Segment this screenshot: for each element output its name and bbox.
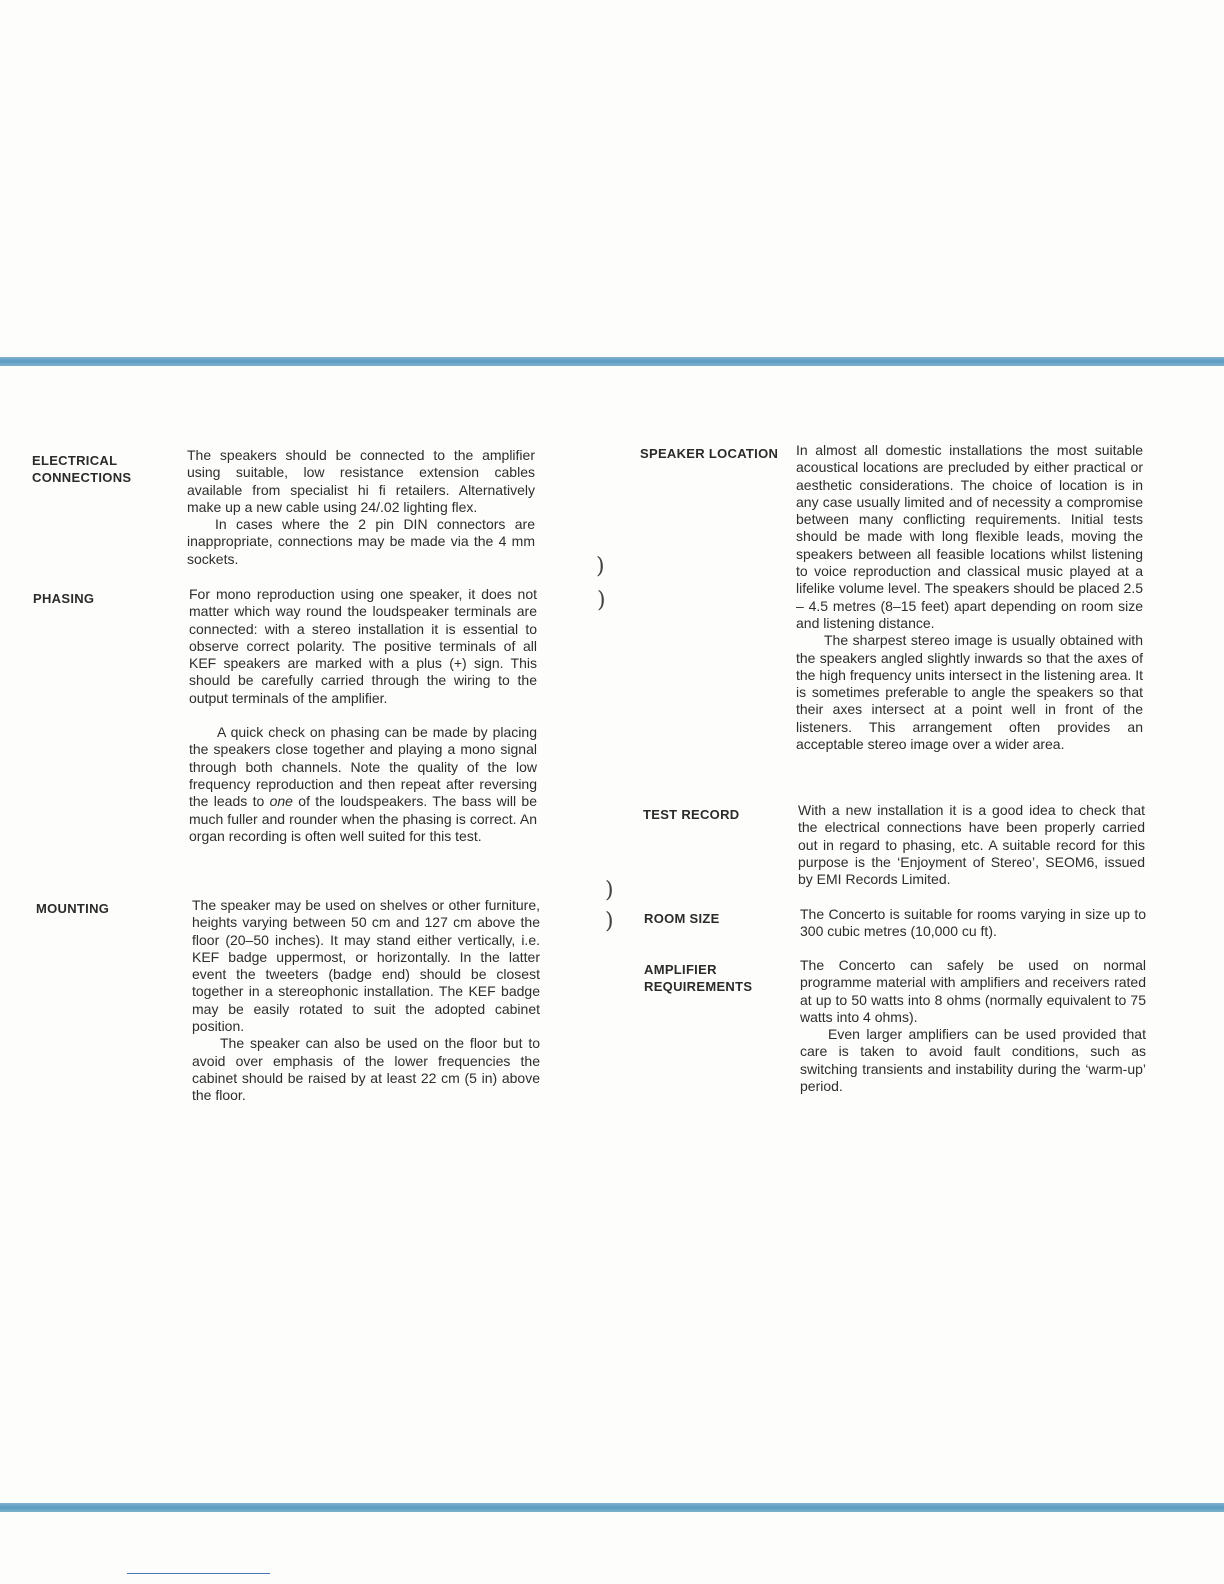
paragraph: The speakers should be connected to the amplifier using suitable, low resistance extension cables available from specialist hi fi retailers. Alternatively make up a new cable using 24/.02 lighting flex. [187, 447, 535, 515]
paragraph: Even larger amplifiers can be used provided that care is taken to avoid fault conditions, such as switching transients and instability during the ‘warm-up’ period. [800, 1026, 1146, 1095]
bottom-edge-line [127, 1573, 270, 1574]
binder-mark: ) [605, 909, 614, 934]
heading-amplifier-requirements: AMPLIFIER REQUIREMENTS [644, 962, 753, 994]
text-run: A quick check on phasing can be made by placing the speakers close together and playing a mono signal through both channels. Note the quality of the low frequency reproduction and then repeat after reversing the leads to [189, 724, 537, 810]
body-phasing [189, 586, 537, 845]
binder-mark: ) [597, 588, 606, 613]
body-mounting [192, 897, 540, 1105]
paragraph: The Concerto can safely be used on normal programme material with amplifiers and receivers rated at up to 50 watts into 8 ohms (normally equivalent to 75 watts into 4 ohms). [800, 957, 1146, 1025]
body-electrical-connections [187, 447, 535, 568]
paragraph: For mono reproduction using one speaker, it does not matter which way round the loudspeaker terminals are connected: with a stereo installation it is essential to observe correct polarity. The positive terminals of all KEF speakers are marked with a plus (+) sign. This should be carefully carried through the wiring to the output terminals of the amplifier. [189, 586, 537, 706]
heading-speaker-location: SPEAKER LOCATION [640, 446, 779, 461]
paragraph: The speaker can also be used on the floor but to avoid over emphasis of the lower frequencies the cabinet should be raised by at least 22 cm (5 in) above the floor. [192, 1035, 540, 1104]
emphasis: one [269, 793, 293, 810]
text-run: of the loudspeakers. The bass will be much fuller and rounder when the phasing is correct. An organ recording is often well suited for this test. [189, 793, 537, 844]
heading-room-size: ROOM SIZE [644, 911, 720, 926]
paragraph: The Concerto is suitable for rooms varying in size up to 300 cubic metres (10,000 cu ft). [800, 906, 1146, 940]
bottom-rule-band [0, 1503, 1224, 1512]
paragraph: In almost all domestic installations the most suitable acoustical locations are precluded by either practical or aesthetic considerations. The choice of location is in any case usually limited and of necessity a compromise between many conflicting requirements. Initial tests should be made with long flexible leads, moving the speakers between all feasible locations whilst listening to voice reproduction and classical music played at a lifelike volume level. The speakers should be placed 2.5 – 4.5 metres (8–15 feet) apart depending on room size and listening distance. [796, 442, 1143, 631]
body-room-size [800, 906, 1146, 941]
paragraph: The speaker may be used on shelves or other furniture, heights varying between 50 cm and 127 cm above the floor (20–50 inches). It may stand either vertically, i.e. KEF badge uppermost, or horizontally. In the latter event the tweeters (badge end) should be closest together in a stereophonic installation. The KEF badge may be easily rotated to suit the adopted cabinet position. [192, 897, 540, 1035]
heading-electrical-connections: ELECTRICAL CONNECTIONS [32, 453, 132, 485]
paragraph: In cases where the 2 pin DIN connectors are inappropriate, connections may be made via the 4 mm sockets. [187, 516, 535, 567]
heading-mounting: MOUNTING [36, 901, 110, 916]
body-amplifier-requirements [800, 957, 1146, 1095]
paragraph: The sharpest stereo image is usually obtained with the speakers angled slightly inwards so that the axes of the high frequency units intersect in the listening area. It is sometimes preferable to angle the speakers so that their axes intersect at a point well in front of the listeners. This arrangement often provides an acceptable stereo image over a wider area. [796, 632, 1143, 753]
paragraph: With a new installation it is a good idea to check that the electrical connections have been properly carried out in regard to phasing, etc. A suitable record for this purpose is the ‘Enjoyment of Stereo’, SEOM6, issued by EMI Records Limited. [798, 802, 1145, 888]
heading-phasing: PHASING [33, 591, 95, 606]
binder-mark: ) [596, 554, 605, 579]
top-rule-band [0, 357, 1224, 366]
body-speaker-location [796, 442, 1143, 753]
paragraph [189, 724, 537, 845]
heading-test-record: TEST RECORD [643, 807, 740, 822]
binder-mark: ) [605, 878, 614, 903]
body-test-record [798, 802, 1145, 888]
